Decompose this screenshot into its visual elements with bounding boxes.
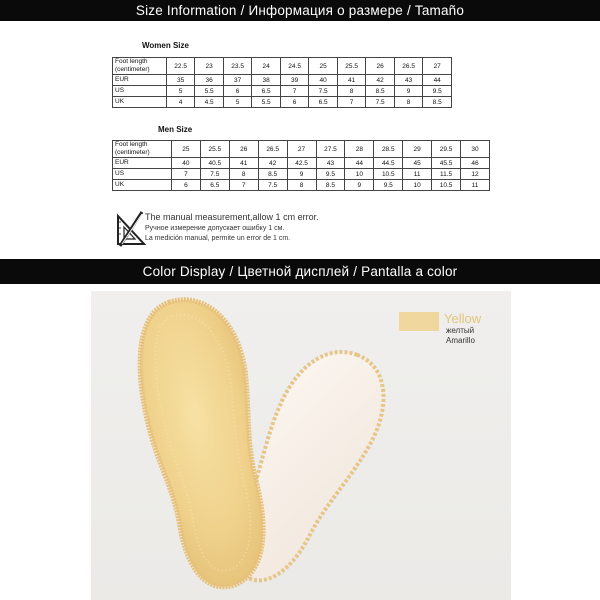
table-row: [113, 97, 452, 108]
row-label: US: [113, 86, 167, 97]
women-size-table: [112, 57, 452, 108]
table-cell: 37: [223, 75, 252, 86]
table-cell: 44.5: [374, 158, 403, 169]
table-cell: 8: [229, 169, 258, 180]
table-cell: 27: [287, 141, 316, 158]
table-cell: 8.5: [366, 86, 395, 97]
table-cell: 6: [223, 86, 252, 97]
row-label: EUR: [113, 158, 172, 169]
men-size-table: [112, 140, 490, 191]
table-cell: 40: [309, 75, 338, 86]
table-cell: 9: [394, 86, 423, 97]
table-cell: 41: [337, 75, 366, 86]
table-cell: 7.5: [366, 97, 395, 108]
color-name-spanish: Amarillo: [446, 336, 475, 345]
table-cell: 25: [171, 141, 200, 158]
table-cell: 40.5: [200, 158, 229, 169]
table-cell: 11: [403, 169, 432, 180]
table-cell: 7: [171, 169, 200, 180]
table-cell: 28.5: [374, 141, 403, 158]
table-cell: 8.5: [316, 180, 345, 191]
table-cell: 39: [280, 75, 309, 86]
table-cell: 8: [394, 97, 423, 108]
table-cell: 36: [195, 75, 224, 86]
table-cell: 8: [337, 86, 366, 97]
table-cell: 6.5: [309, 97, 338, 108]
row-label: UK: [113, 180, 172, 191]
table-cell: 9: [287, 169, 316, 180]
table-cell: 46: [461, 158, 490, 169]
table-cell: 44: [423, 75, 452, 86]
table-cell: 10.5: [374, 169, 403, 180]
table-cell: 5: [166, 86, 195, 97]
table-cell: 29.5: [432, 141, 461, 158]
row-label: EUR: [113, 75, 167, 86]
table-row: [113, 180, 490, 191]
product-photo: [91, 291, 511, 600]
size-information-banner: Size Information / Информация о размере / Tamaño: [0, 0, 600, 21]
table-cell: 25.5: [337, 58, 366, 75]
note-spanish: La medición manual, permite un error de 1 cm.: [145, 235, 291, 242]
table-cell: 26.5: [394, 58, 423, 75]
table-cell: 6: [171, 180, 200, 191]
yellow-color-swatch: [399, 312, 439, 331]
table-cell: 9.5: [374, 180, 403, 191]
table-cell: 5.5: [252, 97, 281, 108]
table-row: [113, 158, 490, 169]
table-cell: 28: [345, 141, 374, 158]
table-cell: 7.5: [200, 169, 229, 180]
table-row: [113, 75, 452, 86]
table-cell: 22.5: [166, 58, 195, 75]
note-russian: Ручное измерение допускает ошибку 1 см.: [145, 225, 285, 232]
table-cell: 43: [394, 75, 423, 86]
table-cell: 9.5: [423, 86, 452, 97]
table-cell: 4: [166, 97, 195, 108]
table-cell: 6.5: [252, 86, 281, 97]
table-cell: 27: [423, 58, 452, 75]
men-size-title: Men Size: [158, 125, 193, 134]
table-cell: 6.5: [200, 180, 229, 191]
table-cell: 10: [403, 180, 432, 191]
row-label: Foot length (centimeter): [113, 58, 167, 75]
row-label: UK: [113, 97, 167, 108]
table-cell: 9.5: [316, 169, 345, 180]
table-cell: 7: [337, 97, 366, 108]
row-label: Foot length (centimeter): [113, 141, 172, 158]
table-cell: 29: [403, 141, 432, 158]
table-cell: 6: [280, 97, 309, 108]
note-english: The manual measurement,allow 1 cm error.: [145, 212, 319, 222]
table-cell: 41: [229, 158, 258, 169]
table-cell: 25: [309, 58, 338, 75]
table-cell: 7.5: [309, 86, 338, 97]
table-cell: 9: [345, 180, 374, 191]
table-row: [113, 141, 490, 158]
table-cell: 35: [166, 75, 195, 86]
table-row: [113, 169, 490, 180]
table-cell: 24.5: [280, 58, 309, 75]
table-cell: 23.5: [223, 58, 252, 75]
table-cell: 24: [252, 58, 281, 75]
table-cell: 42: [366, 75, 395, 86]
table-cell: 38: [252, 75, 281, 86]
table-cell: 27.5: [316, 141, 345, 158]
table-cell: 26: [229, 141, 258, 158]
table-cell: 42.5: [287, 158, 316, 169]
table-cell: 7: [280, 86, 309, 97]
table-cell: 23: [195, 58, 224, 75]
table-cell: 26: [366, 58, 395, 75]
table-row: [113, 58, 452, 75]
table-cell: 10: [345, 169, 374, 180]
color-display-banner: Color Display / Цветной дисплей / Pantalla a color: [0, 259, 600, 284]
table-cell: 7: [229, 180, 258, 191]
table-cell: 4.5: [195, 97, 224, 108]
table-cell: 43: [316, 158, 345, 169]
table-cell: 11.5: [432, 169, 461, 180]
table-cell: 5.5: [195, 86, 224, 97]
table-cell: 5: [223, 97, 252, 108]
table-cell: 26.5: [258, 141, 287, 158]
table-cell: 12: [461, 169, 490, 180]
table-cell: 8: [287, 180, 316, 191]
measurement-note: [116, 210, 376, 248]
table-cell: 10.5: [432, 180, 461, 191]
table-cell: 30: [461, 141, 490, 158]
table-cell: 7.5: [258, 180, 287, 191]
table-cell: 40: [171, 158, 200, 169]
table-cell: 11: [461, 180, 490, 191]
ruler-triangle-icon: [116, 210, 146, 248]
table-cell: 42: [258, 158, 287, 169]
table-cell: 45.5: [432, 158, 461, 169]
women-size-title: Women Size: [142, 41, 189, 50]
color-name-english: Yellow: [444, 311, 482, 326]
table-cell: 8.5: [258, 169, 287, 180]
table-cell: 8.5: [423, 97, 452, 108]
table-row: [113, 86, 452, 97]
table-cell: 44: [345, 158, 374, 169]
table-cell: 45: [403, 158, 432, 169]
row-label: US: [113, 169, 172, 180]
color-name-russian: желтый: [446, 326, 475, 335]
table-cell: 25.5: [200, 141, 229, 158]
